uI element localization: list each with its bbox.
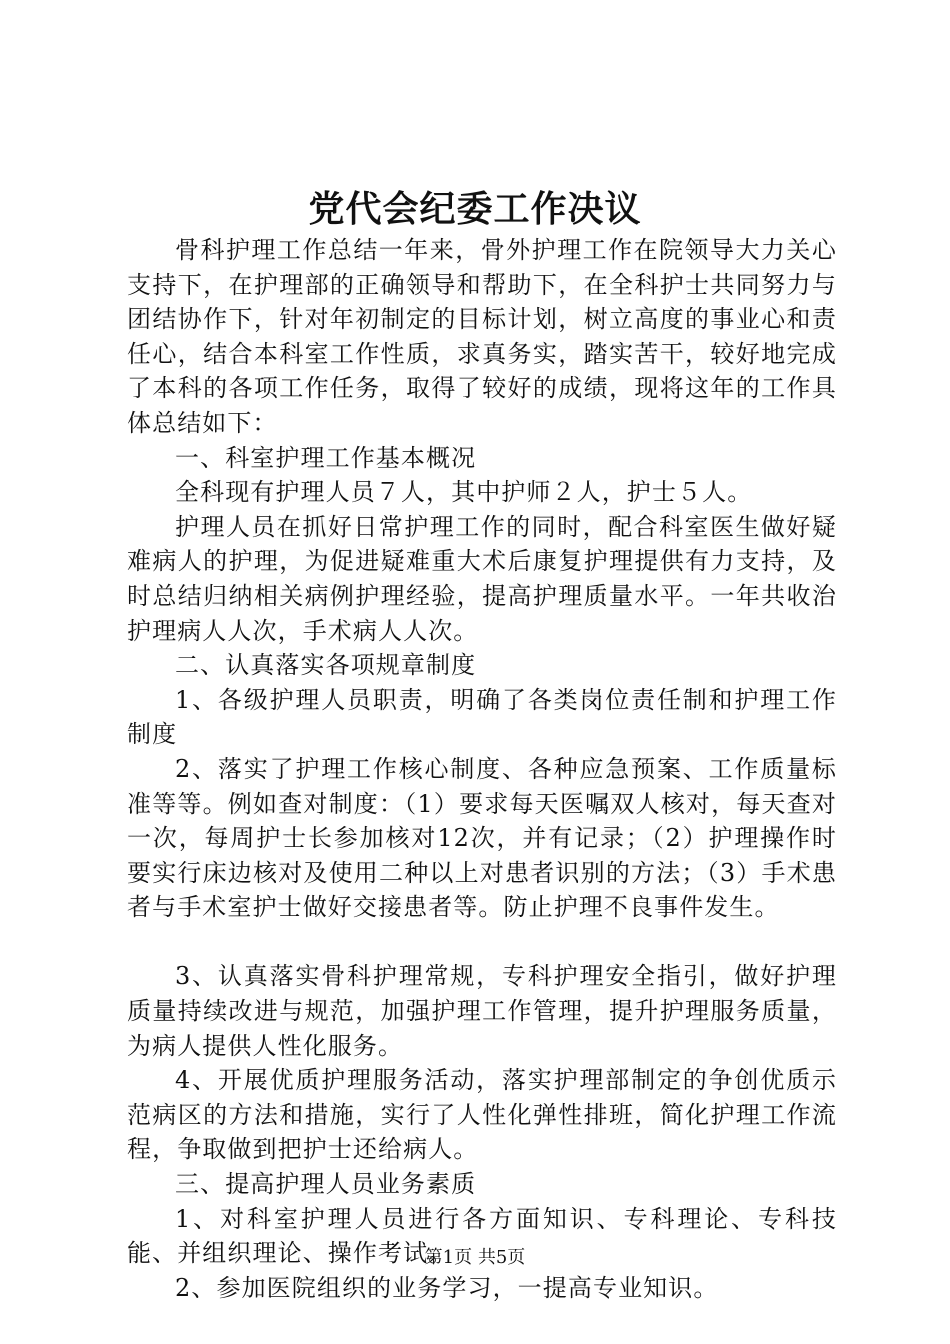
paragraph-staff-count: 全科现有护理人员７人，其中护师２人，护士５人。 — [175, 478, 753, 507]
document-title: 党代会纪委工作决议 — [308, 188, 642, 230]
list-item-4: 4、开展优质护理服务活动，落实护理部制定的争创优质示范病区的方法和措施，实行了人性化弹性排班，简化护理工作流程，争取做到把护士还给病人。 — [127, 1066, 837, 1164]
list-item-training-1: 1、对科室护理人员进行各方面知识、专科理论、专科技能、并组织理论、操作考试。 — [127, 1204, 837, 1268]
section-heading-3: 三、提高护理人员业务素质 — [175, 1170, 477, 1199]
section-heading-1: 一、科室护理工作基本概况 — [175, 443, 477, 472]
list-item-2: 2、落实了护理工作核心制度、各种应急预案、工作质量标准等等。例如查对制度：（1）要求每天医嘱双人核对，每天查对一次，每周护士长参加核对12次，并有记录；（2）护理操作时要实行床边核对及使用二种以上对患者识别的方法；（3）手术患者与手术室护士做好交接患者等。防止护理不良事件发生。 — [127, 754, 837, 922]
list-item-1: 1、各级护理人员职责，明确了各类岗位责任制和护理工作制度 — [127, 685, 837, 749]
list-item-3: 3、认真落实骨科护理常规，专科护理安全指引，做好护理质量持续改进与规范，加强护理工作管理，提升护理服务质量，为病人提供人性化服务。 — [127, 962, 837, 1060]
section-heading-2: 二、认真落实各项规章制度 — [175, 651, 477, 680]
list-item-training-2: 2、参加医院组织的业务学习，一提高专业知识。 — [175, 1273, 719, 1302]
page-number: 第1页 共5页 — [424, 1247, 526, 1268]
paragraph-intro: 骨科护理工作总结一年来，骨外护理工作在院领导大力关心支持下，在护理部的正确领导和帮助下，在全科护士共同努力与团结协作下，针对年初制定的目标计划，树立高度的事业心和责任心，结合本科室工作性质，求真务实，踏实苦干，较好地完成了本科的各项工作任务，取得了较好的成绩，现将这年的工作具体总结如下： — [127, 236, 837, 437]
paragraph-nursing-work: 护理人员在抓好日常护理工作的同时，配合科室医生做好疑难病人的护理，为促进疑难重大术后康复护理提供有力支持，及时总结归纳相关病例护理经验，提高护理质量水平。一年共收治护理病人人次，手术病人人次。 — [127, 512, 837, 645]
document-body — [127, 233, 837, 1305]
